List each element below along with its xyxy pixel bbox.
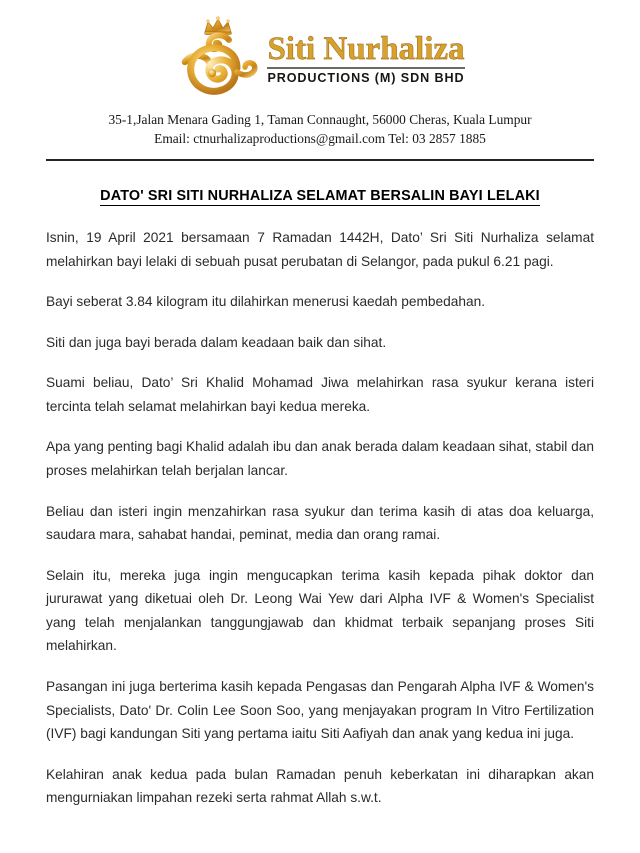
company-logo [0, 14, 640, 102]
page-title [0, 188, 640, 204]
paragraph: Apa yang penting bagi Khalid adalah ibu dan anak berada dalam keadaan sihat, stabil dan proses melahirkan telah berjalan lancar. [46, 439, 594, 478]
brand-divider [267, 67, 464, 69]
paragraph: Pasangan ini juga berterima kasih kepada Pengasas dan Pengarah Alpha IVF & Women's Specialists, Dato' Dr. Colin Lee Soon Soo, yang menjayakan program In Vitro Fertilization (IVF) bagi kandungan Siti yang pertama iaitu Siti Aafiyah dan anak yang kedua ini juga. [46, 678, 594, 742]
paragraph: Siti dan juga bayi berada dalam keadaan baik dan sihat. [46, 334, 387, 350]
letterhead [0, 0, 640, 161]
address-line-1: 35-1,Jalan Menara Gading 1, Taman Connaught, 56000 Cheras, Kuala Lumpur [108, 112, 532, 127]
paragraph: Beliau dan isteri ingin menzahirkan rasa syukur dan terima kasih di atas doa keluarga, saudara mara, sahabat handai, peminat, media dan orang ramai. [46, 503, 594, 543]
paragraph: Bayi seberat 3.84 kilogram itu dilahirkan menerusi kaedah pembedahan. [46, 294, 486, 310]
paragraph: Suami beliau, Dato’ Sri Khalid Mohamad Jiwa melahirkan rasa syukur kerana isteri tercinta telah selamat melahirkan bayi kedua mereka. [46, 375, 594, 414]
header-divider [46, 159, 594, 161]
brand-name: Siti Nurhaliza [267, 30, 465, 67]
paragraph: Selain itu, mereka juga ingin mengucapkan terima kasih kepada pihak doktor dan jururawat yang diketuai oleh Dr. Leong Wai Yew dari Alpha IVF & Women's Specialist yang telah menjalankan tanggungjawab dan khidmat terbaik sepanjang proses Siti melahirkan. [46, 567, 594, 654]
page-title-text: DATO' SRI SITI NURHALIZA SELAMAT BERSALIN BAYI LELAKI [100, 188, 540, 205]
paragraph: Isnin, 19 April 2021 bersamaan 7 Ramadan 1442H, Dato’ Sri Siti Nurhaliza selamat melahirkan bayi lelaki di sebuah pusat perubatan di Selangor, pada pukul 6.21 pagi. [46, 230, 594, 269]
logo-wordmark [267, 30, 465, 86]
address-line-2: Email: ctnurhalizaproductions@gmail.com Tel: 03 2857 1885 [154, 131, 486, 147]
paragraph: Kelahiran anak kedua pada bulan Ramadan penuh keberkatan ini diharapkan akan mengurniakan limpahan rezeki serta rahmat Allah s.w.t. [46, 766, 594, 806]
crown-monogram-icon [175, 16, 261, 100]
document-body [46, 204, 594, 810]
brand-subtitle: PRODUCTIONS (M) SDN BHD [267, 71, 465, 86]
company-address [0, 110, 640, 148]
